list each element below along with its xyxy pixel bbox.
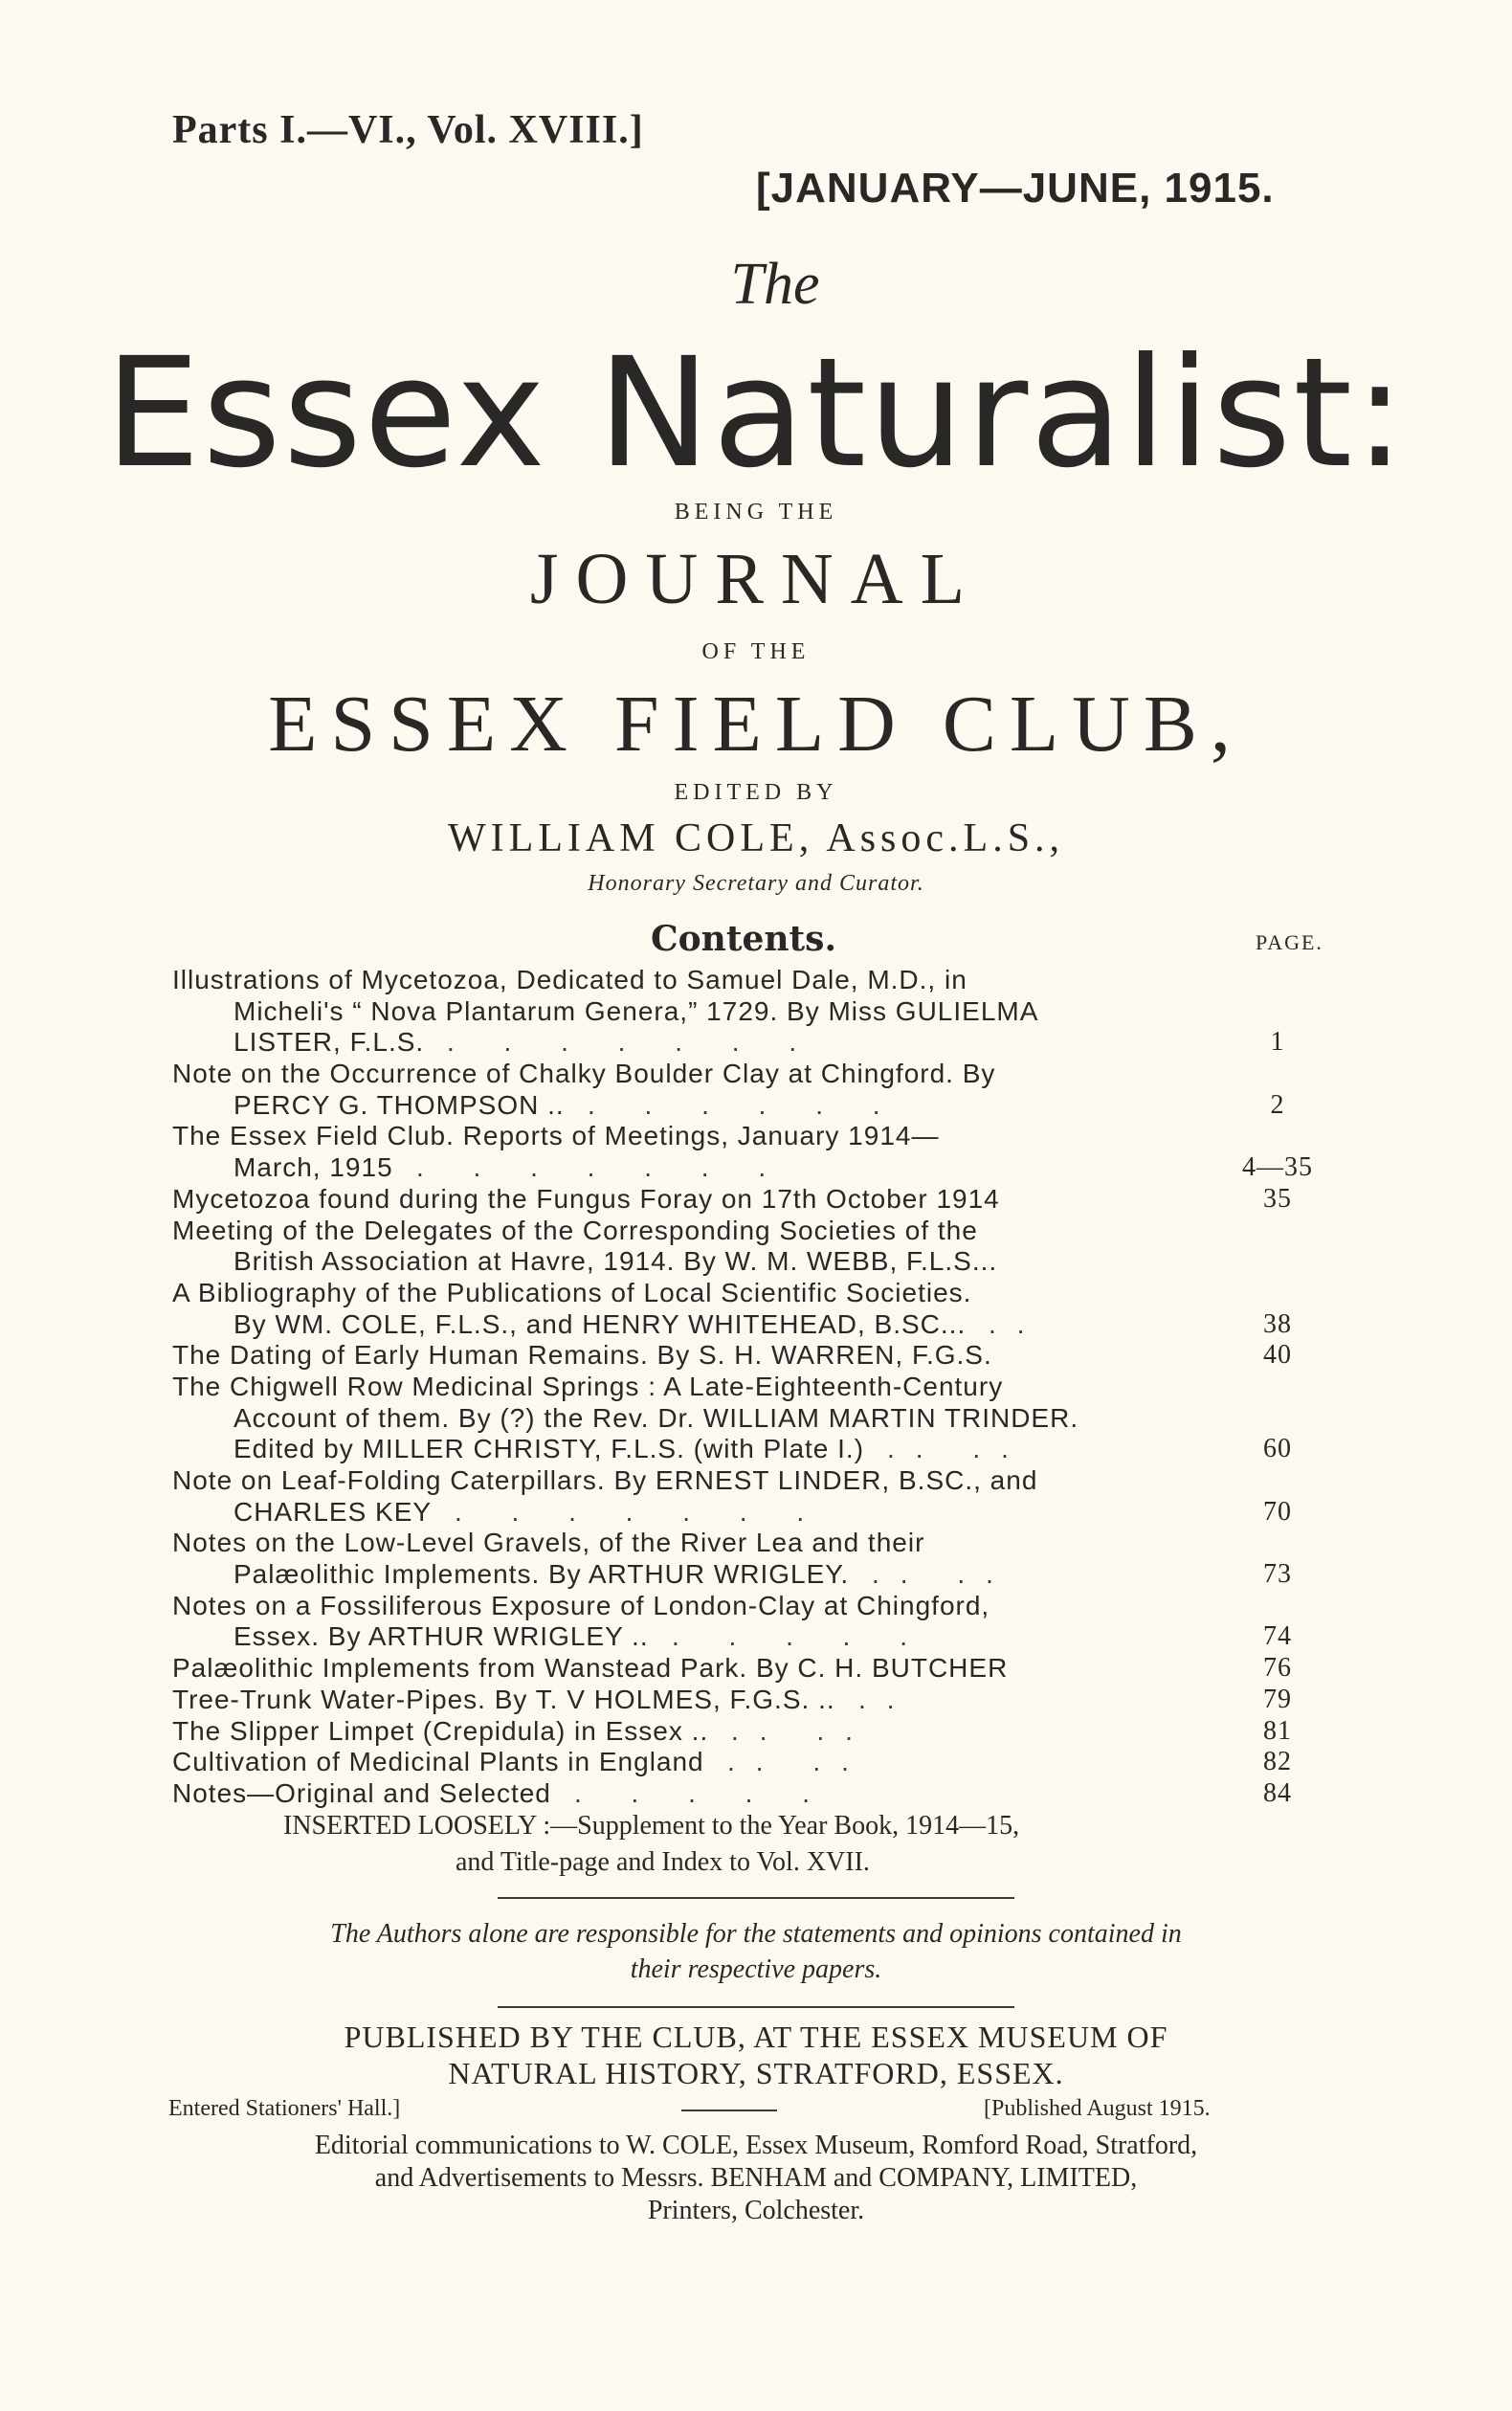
contents-entry-text: By WM. COLE, F.L.S., and HENRY WHITEHEAD, B.SC... [233, 1308, 967, 1339]
publisher-line-2: NATURAL HISTORY, STRATFORD, ESSEX. [448, 2056, 1064, 2090]
contents-entry-text: PERCY G. THOMPSON .. [233, 1089, 565, 1120]
contents-entry-line [172, 965, 1321, 996]
contents-entry-text: The Essex Field Club. Reports of Meetings, January 1914— [172, 1121, 940, 1151]
contents-entry-line [172, 1090, 1321, 1122]
contents-page-number: 70 [1263, 1496, 1292, 1527]
short-rule [681, 2110, 777, 2111]
contents-entry-text: March, 1915 [233, 1152, 393, 1183]
edited-by-label: EDITED BY [674, 780, 838, 805]
of-the-label: OF THE [701, 639, 811, 664]
inserted-loosely-line-2: and Title-page and Index to Vol. XVII. [456, 1847, 870, 1877]
contents-entry-text: LISTER, F.L.S. [233, 1027, 425, 1058]
editorial-line-3: Printers, Colchester. [647, 2196, 865, 2225]
title-article: The [730, 252, 820, 317]
contents-entry-text: Note on Leaf-Folding Caterpillars. By ERNEST LINDER, B.SC., and [172, 1465, 1038, 1495]
leader-dots: .. [858, 1684, 916, 1714]
contents-entry-text: Notes on a Fossiliferous Exposure of London-Clay at Chingford, [172, 1590, 990, 1620]
contents-page-number: 60 [1263, 1434, 1292, 1464]
contents-entry-text: CHARLES KEY [233, 1496, 433, 1527]
contents-page-number: 1 [1270, 1027, 1285, 1058]
divider-rule [498, 1897, 1014, 1899]
club-name: ESSEX FIELD CLUB, [268, 680, 1244, 769]
contents-entry-line [172, 1278, 1321, 1309]
contents-entry-text: The Chigwell Row Medicinal Springs : A Late-Eighteenth-Century [172, 1371, 1004, 1401]
table-of-contents [172, 965, 1321, 1810]
disclaimer-line-1: The Authors alone are responsible for the statements and opinions contained in [330, 1919, 1182, 1949]
contents-entry-line [172, 1121, 1321, 1152]
contents-entry-text: Tree-Trunk Water-Pipes. By T. V HOLMES, F.G.S. .. [172, 1684, 835, 1714]
contents-page-number: 84 [1263, 1777, 1292, 1808]
contents-entry-line [172, 996, 1321, 1028]
contents-entry-line [172, 1340, 1321, 1372]
contents-page-number: 81 [1263, 1715, 1292, 1746]
contents-entry-line [172, 1685, 1321, 1716]
contents-entry-line [172, 1059, 1321, 1090]
contents-entry-text: The Slipper Limpet (Crepidula) in Essex .. [172, 1715, 709, 1746]
editorial-line-1: Editorial communications to W. COLE, Essex Museum, Romford Road, Stratford, [314, 2131, 1198, 2160]
contents-entry-text: A Bibliography of the Publications of Local Scientific Societies. [172, 1277, 972, 1307]
contents-page-number: 73 [1263, 1559, 1292, 1590]
contents-entry-line [172, 1465, 1321, 1497]
contents-entry-text: Account of them. By (?) the Rev. Dr. WILLIAM MARTIN TRINDER. [233, 1402, 1079, 1433]
issue-dates: [JANUARY—JUNE, 1915. [756, 165, 1275, 212]
inserted-loosely-line-1: INSERTED LOOSELY :—Supplement to the Year Book, 1914—15, [283, 1811, 1020, 1841]
contents-entry-line [172, 1653, 1321, 1685]
contents-entry-text: Mycetozoa found during the Fungus Foray on 17th October 1914 [172, 1183, 1000, 1214]
contents-page-number: 35 [1263, 1183, 1292, 1214]
contents-entry-text: Note on the Occurrence of Chalky Boulder Clay at Chingford. By [172, 1059, 996, 1089]
contents-entry-line [172, 1716, 1321, 1748]
leader-dots: . . . . . [574, 1777, 832, 1808]
leader-dots: . . . . . [672, 1621, 929, 1652]
contents-entry-line [172, 1403, 1321, 1435]
contents-entry-line [172, 1778, 1321, 1810]
contents-entry-text: Notes—Original and Selected [172, 1777, 551, 1808]
editorial-line-2: and Advertisements to Messrs. BENHAM and COMPANY, LIMITED, [374, 2163, 1138, 2193]
contents-entry-text: Palæolithic Implements. By ARTHUR WRIGLEY. [233, 1559, 850, 1590]
contents-page-number: 40 [1263, 1340, 1292, 1371]
contents-entry-text: Palæolithic Implements from Wanstead Park. By C. H. BUTCHER [172, 1653, 1009, 1684]
page-column-heading: PAGE. [1256, 930, 1323, 954]
journal-title: Essex Naturalist: [104, 325, 1408, 502]
contents-page-number: 2 [1270, 1089, 1285, 1120]
contents-page-number: 79 [1263, 1684, 1292, 1714]
leader-dots: .. .. [887, 1434, 1030, 1464]
contents-entry-text: Edited by MILLER CHRISTY, F.L.S. (with Plate I.) [233, 1434, 865, 1464]
contents-page-number: 4—35 [1242, 1152, 1313, 1183]
leader-dots: . . . . . . . [455, 1496, 826, 1527]
editor-role: Honorary Secretary and Curator. [588, 871, 924, 896]
contents-entry-line [172, 1246, 1321, 1278]
contents-entry-text: Meeting of the Delegates of the Corresponding Societies of the [172, 1215, 978, 1245]
contents-entry-line [172, 1591, 1321, 1622]
contents-entry-line [172, 1309, 1321, 1341]
contents-entry-text: Cultivation of Medicinal Plants in England [172, 1747, 704, 1777]
contents-page-number: 38 [1263, 1308, 1292, 1339]
volume-parts: Parts I.—VI., Vol. XVIII.] [172, 108, 644, 152]
contents-entry-text: Essex. By ARTHUR WRIGLEY .. [233, 1621, 649, 1652]
leader-dots: .. [989, 1308, 1046, 1339]
contents-page-number: 76 [1263, 1653, 1292, 1684]
leader-dots: . . . . . . [588, 1089, 901, 1120]
publisher-line-1: PUBLISHED BY THE CLUB, AT THE ESSEX MUSEUM OF [344, 2020, 1168, 2054]
leader-dots: . . . . . . . [447, 1027, 818, 1058]
journal-label: JOURNAL [529, 539, 983, 619]
contents-entry-text: The Dating of Early Human Remains. By S. H. WARREN, F.G.S. [172, 1340, 992, 1371]
contents-entry-line [172, 1528, 1321, 1559]
contents-page-number: 74 [1263, 1621, 1292, 1652]
contents-entry-line [172, 1497, 1321, 1529]
disclaimer-line-2: their respective papers. [630, 1954, 882, 1984]
contents-entry-line [172, 1152, 1321, 1184]
leader-dots: .. .. [731, 1715, 874, 1746]
contents-page-number: 82 [1263, 1747, 1292, 1777]
contents-entry-text: Notes on the Low-Level Gravels, of the River Lea and their [172, 1528, 925, 1558]
contents-entry-line [172, 1184, 1321, 1216]
contents-entry-text: Illustrations of Mycetozoa, Dedicated to Samuel Dale, M.D., in [172, 965, 967, 994]
contents-entry-text: Micheli's “ Nova Plantarum Genera,” 1729. By Miss GULIELMA [233, 995, 1039, 1026]
published-date: [Published August 1915. [984, 2096, 1211, 2121]
contents-entry-line [172, 1216, 1321, 1247]
contents-heading: Contents. [651, 919, 836, 959]
contents-entry-line [172, 1621, 1321, 1653]
leader-dots: . . . . . . . [416, 1152, 788, 1183]
contents-entry-line [172, 1559, 1321, 1591]
contents-entry-line [172, 1372, 1321, 1403]
entered-stationers-hall: Entered Stationers' Hall.] [168, 2096, 401, 2121]
editor-name: WILLIAM COLE, Assoc.L.S., [447, 816, 1065, 860]
contents-entry-line [172, 1434, 1321, 1465]
contents-entry-text: British Association at Havre, 1914. By W. M. WEBB, F.L.S... [233, 1246, 998, 1277]
divider-rule [498, 2006, 1014, 2008]
leader-dots: .. .. [727, 1747, 870, 1777]
contents-entry-line [172, 1027, 1321, 1059]
being-the-label: BEING THE [674, 500, 838, 525]
contents-entry-line [172, 1747, 1321, 1778]
leader-dots: .. .. [872, 1559, 1014, 1590]
